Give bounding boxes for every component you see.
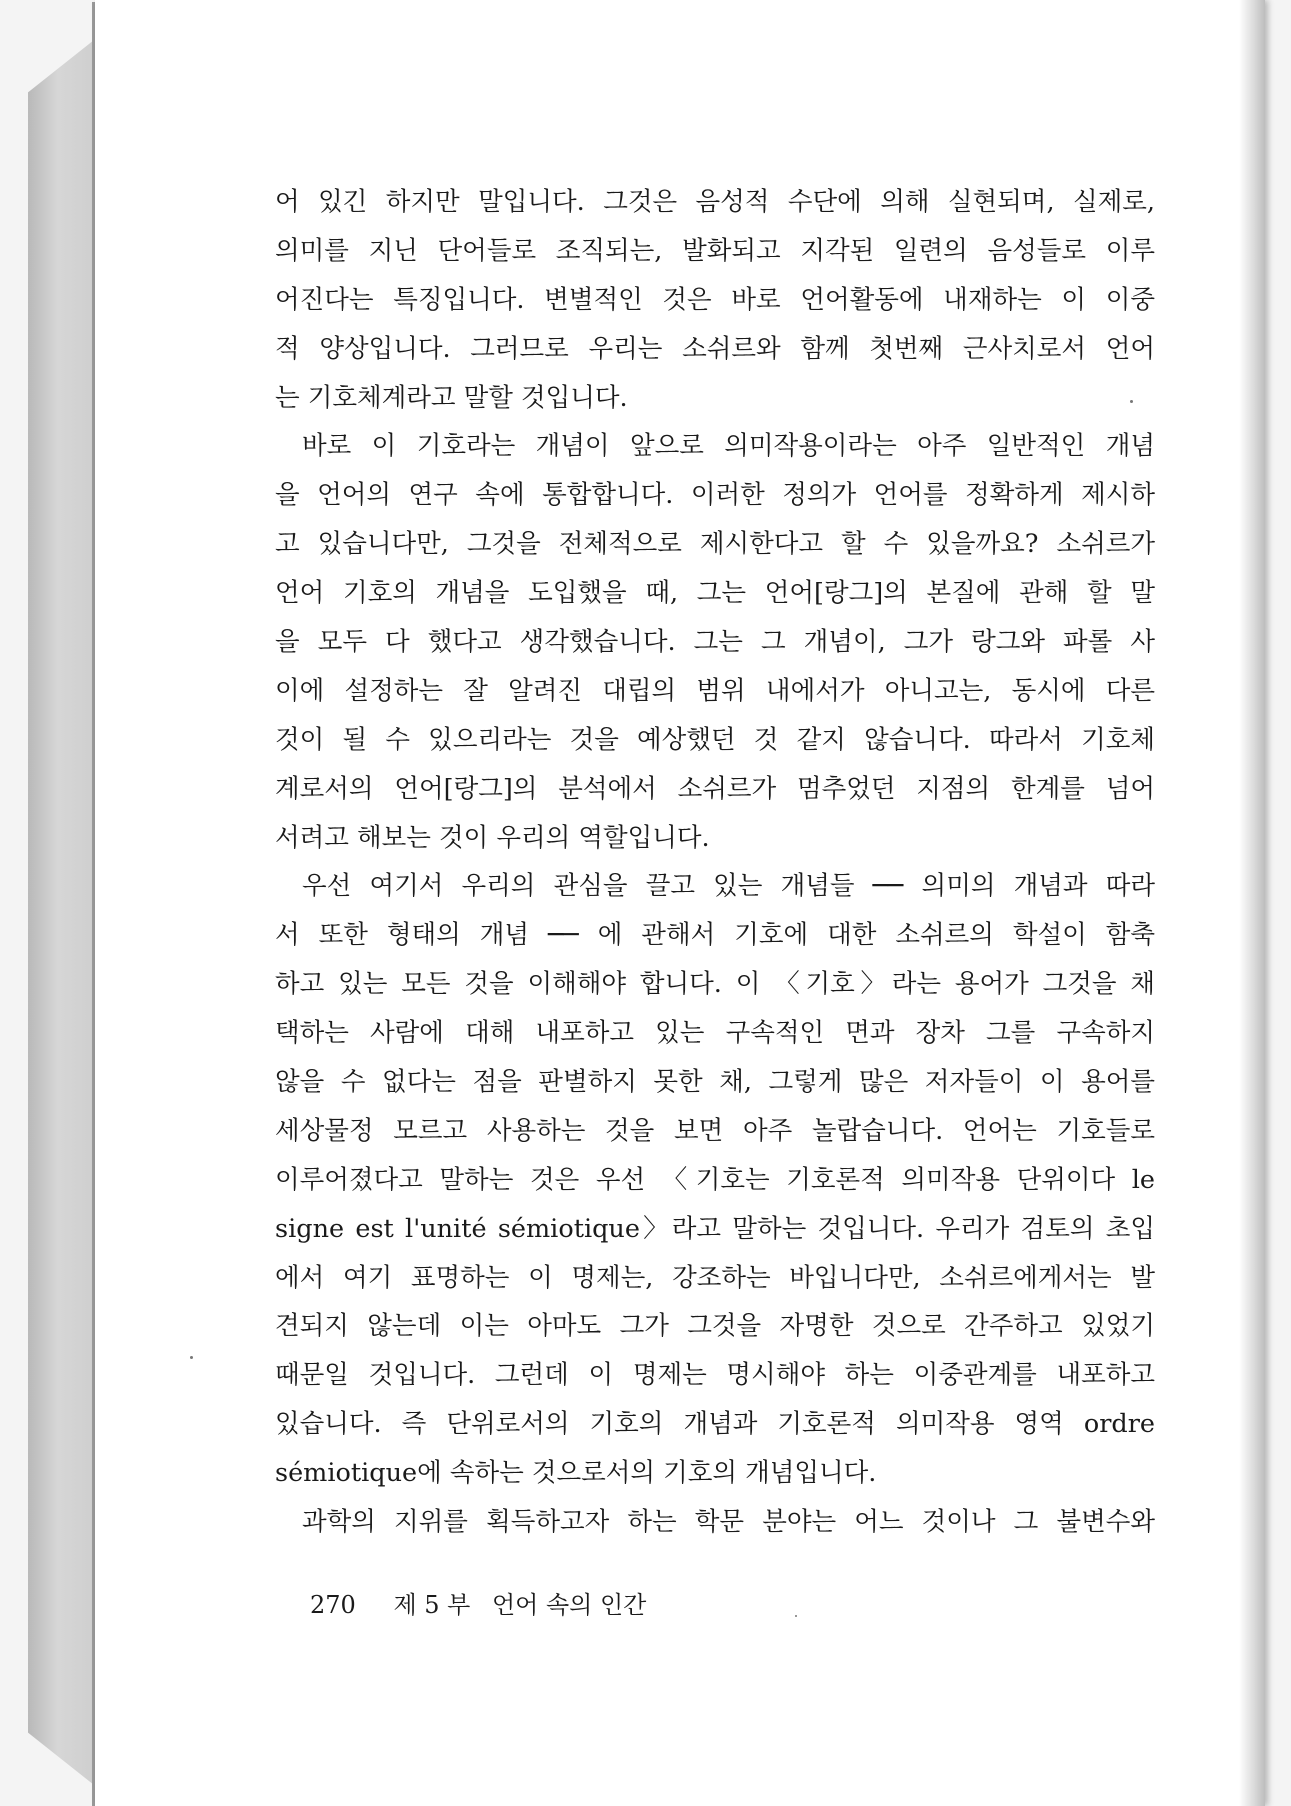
print-speck bbox=[1130, 400, 1133, 403]
text-line-6: 바로 이 기호라는 개념이 앞으로 의미작용이라는 아주 일반적인 개념 bbox=[302, 431, 1155, 462]
text-line-21: 이루어졌다고 말하는 것은 우선 〈기호는 기호론적 의미작용 단위이다 le bbox=[275, 1164, 1155, 1195]
text-line-12: 것이 될 수 있으리라는 것을 예상했던 것 같지 않습니다. 따라서 기호체 bbox=[275, 724, 1155, 755]
text-line-4: 적 양상입니다. 그러므로 우리는 소쉬르와 함께 첫번째 근사치로서 언어 bbox=[275, 333, 1155, 364]
text-line-14: 서려고 해보는 것이 우리의 역할입니다. bbox=[275, 822, 710, 853]
page-footer bbox=[310, 1585, 646, 1620]
text-line-5: 는 기호체계라고 말할 것입니다. bbox=[275, 382, 628, 413]
text-line-13: 계로서의 언어[랑그]의 분석에서 소쉬르가 멈추었던 지점의 한계를 넘어 bbox=[275, 773, 1155, 804]
text-line-10: 을 모두 다 했다고 생각했습니다. 그는 그 개념이, 그가 랑그와 파롤 사 bbox=[275, 627, 1155, 658]
book-page bbox=[95, 0, 1265, 1806]
text-line-17: 하고 있는 모든 것을 이해해야 합니다. 이 〈기호〉라는 용어가 그것을 채 bbox=[275, 969, 1155, 1000]
text-line-26: 있습니다. 즉 단위로서의 기호의 개념과 기호론적 의미작용 영역 ordre bbox=[275, 1409, 1155, 1440]
chapter-title: 언어 속의 인간 bbox=[492, 1591, 647, 1619]
text-line-7: 을 언어의 연구 속에 통합합니다. 이러한 정의가 언어를 정확하게 제시하 bbox=[275, 480, 1155, 511]
text-line-28: 과학의 지위를 획득하고자 하는 학문 분야는 어느 것이나 그 불변수와 bbox=[302, 1507, 1155, 1538]
text-line-11: 이에 설정하는 잘 알려진 대립의 범위 내에서가 아니고는, 동시에 다른 bbox=[275, 675, 1155, 706]
text-line-27: sémiotique에 속하는 것으로서의 기호의 개념입니다. bbox=[275, 1458, 877, 1489]
text-line-1: 어 있긴 하지만 말입니다. 그것은 음성적 수단에 의해 실현되며, 실제로, bbox=[275, 187, 1155, 217]
book-spine bbox=[28, 40, 94, 1785]
text-line-3: 어진다는 특징입니다. 변별적인 것은 바로 언어활동에 내재하는 이 이중 bbox=[275, 284, 1155, 315]
text-line-9: 언어 기호의 개념을 도입했을 때, 그는 언어[랑그]의 본질에 관해 할 말 bbox=[275, 578, 1155, 609]
text-line-15: 우선 여기서 우리의 관심을 끌고 있는 개념들 ── 의미의 개념과 따라 bbox=[302, 871, 1155, 902]
text-line-16: 서 또한 형태의 개념 ── 에 관해서 기호에 대한 소쉬르의 학설이 함축 bbox=[275, 920, 1155, 951]
text-line-2: 의미를 지닌 단어들로 조직되는, 발화되고 지각된 일련의 음성들로 이루 bbox=[275, 235, 1155, 266]
text-line-25: 때문일 것입니다. 그런데 이 명제는 명시해야 하는 이중관계를 내포하고 bbox=[275, 1360, 1155, 1391]
body-text bbox=[275, 178, 1155, 1547]
part-label: 제 5 부 bbox=[393, 1591, 471, 1619]
print-speck bbox=[190, 1356, 193, 1359]
text-line-18: 택하는 사람에 대해 내포하고 있는 구속적인 면과 장차 그를 구속하지 bbox=[275, 1018, 1155, 1049]
text-line-8: 고 있습니다만, 그것을 전체적으로 제시한다고 할 수 있을까요? 소쉬르가 bbox=[275, 529, 1155, 560]
text-line-24: 견되지 않는데 이는 아마도 그가 그것을 자명한 것으로 간주하고 있었기 bbox=[275, 1311, 1155, 1342]
text-line-22: signe est l'unité sémiotique〉라고 말하는 것입니다. 우리가 검토의 초입 bbox=[275, 1213, 1155, 1244]
text-line-19: 않을 수 없다는 점을 판별하지 못한 채, 그렇게 많은 저자들이 이 용어를 bbox=[275, 1067, 1155, 1098]
text-line-20: 세상물정 모르고 사용하는 것을 보면 아주 놀랍습니다. 언어는 기호들로 bbox=[275, 1115, 1155, 1146]
text-line-23: 에서 여기 표명하는 이 명제는, 강조하는 바입니다만, 소쉬르에게서는 발 bbox=[275, 1262, 1155, 1293]
page-right-edge bbox=[1239, 0, 1265, 1806]
print-speck bbox=[795, 1615, 797, 1617]
page-number: 270 bbox=[310, 1591, 356, 1619]
